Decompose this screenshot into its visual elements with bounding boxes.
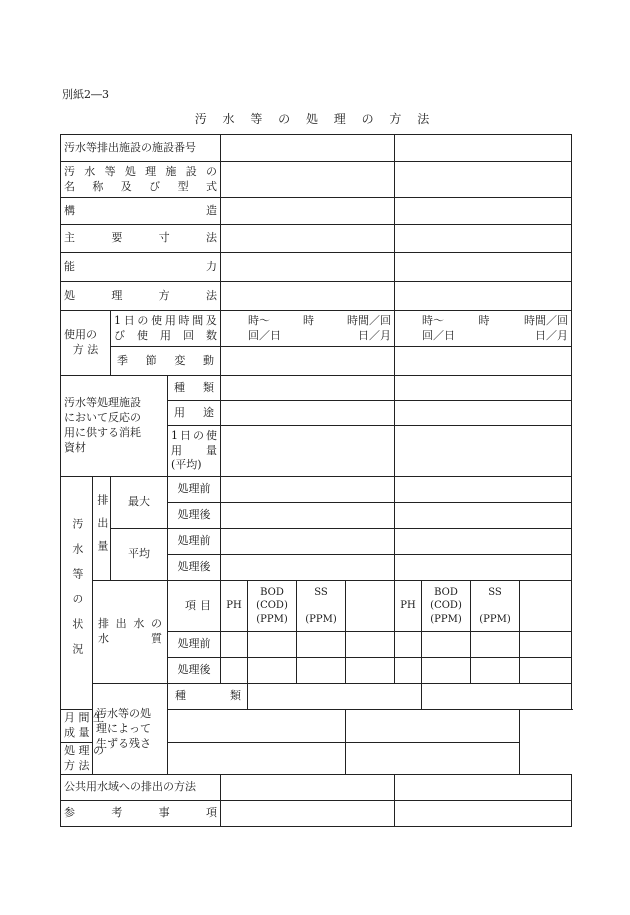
field-remarks-2[interactable] [395,801,572,827]
label-daily-hours: 1 日 の 使 用 時 間 及 び 使 用 回 数 [111,311,221,347]
row-public-water [61,775,572,801]
field-avg-before-2[interactable] [395,529,572,555]
param-bod-2: BOD (COD) (PPM) [422,581,471,632]
param-ph-1: PH [221,581,248,632]
row-capacity [61,253,572,282]
field-capacity-1[interactable] [221,253,395,282]
label-usage: 使用の 方 法 [61,311,111,376]
field-season-1[interactable] [221,347,395,376]
cell-qb-7[interactable] [471,632,520,658]
param-blank-2[interactable] [520,581,572,632]
field-public-water-2[interactable] [395,775,572,801]
field-avg-after-2[interactable] [395,555,572,581]
field-max-after-2[interactable] [395,503,572,529]
field-daily-amount-1[interactable] [221,426,395,477]
cell-qa-6[interactable] [422,658,471,684]
label-disposal: 処 理 の 方 法 [61,742,111,775]
field-name-type-2[interactable] [395,162,572,198]
field-kind-1[interactable] [221,376,395,401]
field-season-2[interactable] [395,347,572,376]
label-use: 用 途 [168,401,221,426]
label-public-water: 公共用水域への排出の方法 [61,775,221,801]
row-season [61,347,572,376]
cell-qa-3[interactable] [297,658,346,684]
cell-qb-6[interactable] [422,632,471,658]
cell-qb-1[interactable] [221,632,248,658]
field-max-before-1[interactable] [221,477,395,503]
label-avg-after: 処理後 [168,555,221,581]
field-max-after-1[interactable] [221,503,395,529]
field-capacity-2[interactable] [395,253,572,282]
field-public-water-1[interactable] [221,775,395,801]
field-kind-2[interactable] [395,376,572,401]
cell-qb-5[interactable] [395,632,422,658]
field-residue-kind-1[interactable] [248,684,422,710]
row-facility-number [61,135,572,162]
label-discharge-amount: 排出量 [93,477,111,581]
row-max-before [61,477,572,503]
field-monthly-1[interactable] [168,710,346,743]
form-table [60,134,572,827]
label-consumables: 汚水等処理施設 において反応の 用に供する消耗 資材 [61,376,168,477]
field-facility-number-1[interactable] [221,135,395,162]
label-structure: 構 造 [61,198,221,225]
row-name-type [61,162,572,198]
label-capacity: 能 力 [61,253,221,282]
label-water-quality: 排 出 水 の 水 質 [93,581,168,684]
label-sewage-status: 汚水等の状況 [61,477,93,710]
field-dimensions-2[interactable] [395,225,572,253]
field-hours-2[interactable]: 時～ 時 時間／回 回／日 日／月 [395,311,572,347]
label-quality-before: 処理前 [168,632,221,658]
param-ss-2: SS (PPM) [471,581,520,632]
field-avg-after-1[interactable] [221,555,395,581]
label-dimensions: 主 要 寸 法 [61,225,221,253]
label-kind: 種 類 [168,376,221,401]
cell-qa-5[interactable] [395,658,422,684]
cell-qa-4[interactable] [346,658,395,684]
field-use-1[interactable] [221,401,395,426]
label-residue-kind: 種 類 [168,684,248,710]
label-monthly: 月 間 生 成 量 [61,710,111,743]
field-method-1[interactable] [221,282,395,311]
field-dimensions-1[interactable] [221,225,395,253]
field-disposal-2[interactable] [346,742,520,775]
field-facility-number-2[interactable] [395,135,572,162]
label-residue: 汚水等の処 理によって 生ずる残さ [93,684,168,775]
label-remarks: 参 考 事 項 [61,801,221,827]
label-method: 処 理 方 法 [61,282,221,311]
row-structure [61,198,572,225]
field-residue-kind-2[interactable] [422,684,572,710]
row-residue-kind [61,684,572,710]
cell-qa-1[interactable] [221,658,248,684]
label-quality-after: 処理後 [168,658,221,684]
param-ss-1: SS (PPM) [297,581,346,632]
field-structure-1[interactable] [221,198,395,225]
field-use-2[interactable] [395,401,572,426]
cell-qb-4[interactable] [346,632,395,658]
label-avg-before: 処理前 [168,529,221,555]
field-disposal-1[interactable] [168,742,346,775]
field-structure-2[interactable] [395,198,572,225]
label-max-before: 処理前 [168,477,221,503]
field-max-before-2[interactable] [395,477,572,503]
row-consumables-kind [61,376,572,401]
row-quality-item [61,581,572,632]
label-daily-amount: 1 日 の 使 用 量 (平均) [168,426,221,477]
cell-qb-2[interactable] [248,632,297,658]
label-facility-number: 汚水等排出施設の施設番号 [61,135,221,162]
annex-label: 別紙2―3 [62,88,109,101]
row-avg-before [61,529,572,555]
field-name-type-1[interactable] [221,162,395,198]
row-method [61,282,572,311]
label-max: 最大 [111,477,168,529]
row-dimensions [61,225,572,253]
label-item: 項 目 [168,581,221,632]
field-remarks-1[interactable] [221,801,395,827]
field-daily-amount-2[interactable] [395,426,572,477]
label-season: 季 節 変 動 [111,347,221,376]
cell-qb-8[interactable] [520,632,572,658]
param-blank-1[interactable] [346,581,395,632]
param-ph-2: PH [395,581,422,632]
param-bod-1: BOD (COD) (PPM) [248,581,297,632]
row-usage-hours [61,311,572,347]
field-method-2[interactable] [395,282,572,311]
form-title: 汚 水 等 の 処 理 の 方 法 [194,112,436,126]
field-hours-1[interactable]: 時～ 時 時間／回 回／日 日／月 [221,311,395,347]
cell-qa-2[interactable] [248,658,297,684]
cell-qb-3[interactable] [297,632,346,658]
label-name-type: 汚 水 等 処 理 施 設 の 名 称 及 び 型 式 [61,162,221,198]
field-avg-before-1[interactable] [221,529,395,555]
label-avg: 平均 [111,529,168,581]
row-remarks [61,801,572,827]
cell-qa-8[interactable] [520,658,572,684]
cell-qa-7[interactable] [471,658,520,684]
label-max-after: 処理後 [168,503,221,529]
field-monthly-2[interactable] [346,710,520,743]
